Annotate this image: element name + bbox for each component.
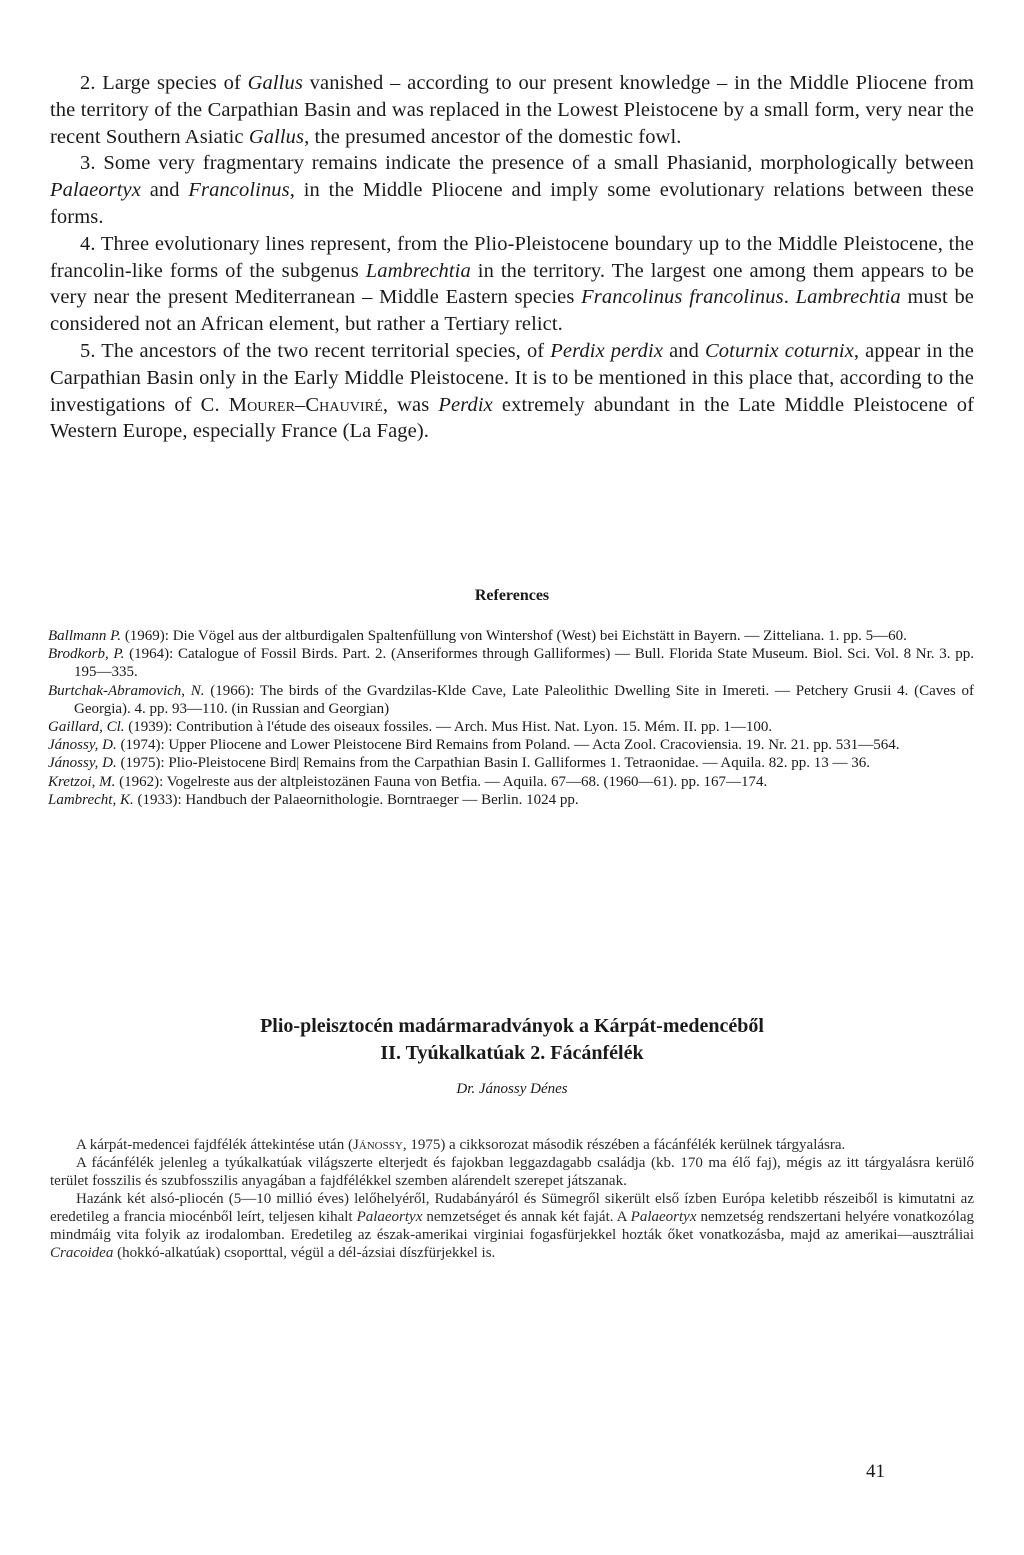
- reference-text: (1962): Vogelreste aus der altpleistozänen Fauna von Betfia. — Aquila. 67—68. (1960—61). pp. 167—174.: [115, 773, 768, 790]
- reference-item: [48, 627, 974, 645]
- reference-item: [48, 718, 974, 736]
- text-run: 5. The ancestors of the two recent territorial species, of: [80, 339, 551, 362]
- text-run: must be considered not an African element, but rather a Tertiary relict.: [50, 286, 974, 336]
- reference-item: [48, 754, 974, 772]
- italic-term: Cracoidea: [50, 1245, 114, 1261]
- references-heading: References: [474, 587, 550, 604]
- text-run: 2. Large species of: [80, 72, 248, 94]
- conclusions-section: [50, 70, 974, 445]
- text-run: nemzetség rendszertani helyére vonatkozólag mindmáig vita folyik az irodalomban. Eredetileg az észak-amerikai virginiai fogasfürjekkel hozták őket vonatkozásba, majd az amerikai—ausztráliai: [50, 1209, 974, 1243]
- hungarian-subtitle: II. Tyúkalkatúak 2. Fácánfélék: [380, 1042, 644, 1064]
- conclusion-paragraph: [50, 231, 974, 338]
- reference-author: Kretzoi, M.: [48, 773, 116, 790]
- text-run: 3. Some very fragmentary remains indicate the presence of a small Phasianid, morphologically between: [80, 152, 974, 175]
- text-run: 4. Three evolutionary lines represent, from the Plio-Pleistocene boundary up to the Middle Pleistocene, the francolin-like forms of the subgenus: [50, 232, 974, 282]
- text-run: A kárpát-medencei fajdfélék áttekintése után (: [76, 1137, 353, 1153]
- reference-author: Gaillard, Cl.: [48, 719, 125, 736]
- text-run: .: [783, 286, 796, 309]
- italic-term: Gallus: [248, 125, 305, 148]
- hungarian-title: Plio-pleisztocén madármaradványok a Kárpát-medencéből: [260, 1015, 764, 1037]
- text-run: , in the Middle Pliocene and imply some evolutionary relations between these forms.: [50, 179, 974, 228]
- italic-term: Perdix perdix: [550, 339, 664, 362]
- conclusion-paragraph: [50, 150, 974, 230]
- hungarian-paragraph: [50, 1154, 974, 1190]
- hungarian-paragraph: [50, 1190, 974, 1262]
- reference-item: [48, 773, 974, 791]
- text-run: , was: [382, 393, 439, 416]
- italic-term: Coturnix coturnix: [705, 339, 854, 362]
- text-run: in the territory. The largest one among them appears to be very near the present Mediterranean – Middle Eastern species: [50, 259, 974, 309]
- reference-text: (1974): Upper Pliocene and Lower Pleistocene Bird Remains from Poland. — Acta Zool. Cracoviensia. 19. Nr. 21. pp. 531—564.: [116, 737, 900, 754]
- text-run: extremely abundant in the Late Middle Pleistocene of Western Europe, especially France (La Fage).: [50, 393, 975, 443]
- references-list: [48, 627, 974, 809]
- small-caps-name: Jánossy: [352, 1137, 403, 1153]
- conclusion-paragraph: [50, 338, 974, 445]
- reference-text: (1969): Die Vögel aus der altburdigalen Spaltenfüllung von Wintershof (West) bei Eichstätt in Bayern. — Zitteliana. 1. pp. 5—60.: [121, 628, 907, 644]
- reference-item: [48, 791, 974, 809]
- reference-text: (1964): Catalogue of Fossil Birds. Part. 2. (Anseriformes through Galliformes) — Bull. Florida State Museum. Biol. Sci. Vol. 8 Nr. 3. pp. 195—335.: [74, 646, 974, 681]
- italic-term: Perdix: [438, 393, 493, 416]
- hungarian-summary: [50, 1136, 974, 1262]
- reference-author: Burtchak-Abramovich, N.: [48, 682, 205, 699]
- text-run: (hokkó-alkatúak) csoporttal, végül a dél-ázsiai díszfürjekkel is.: [113, 1245, 496, 1261]
- text-run: vanished – according to our present knowledge – in the Middle Pliocene from the territory of the Carpathian Basin and was replaced in the Lowest Pleistocene by a small form, very near the recent Southern Asiatic: [50, 72, 975, 148]
- reference-item: [48, 645, 974, 681]
- conclusion-paragraph: [50, 70, 974, 150]
- reference-author: Ballmann P.: [48, 628, 122, 644]
- italic-term: Palaeortyx: [630, 1209, 697, 1225]
- reference-text: (1975): Plio-Pleistocene Bird| Remains from the Carpathian Basin I. Galliformes 1. Tetraonidae. — Aquila. 82. pp. 13 — 36.: [116, 755, 870, 772]
- text-run: and: [140, 179, 189, 202]
- reference-text: (1933): Handbuch der Palaeornithologie. Borntraeger — Berlin. 1024 pp.: [133, 791, 579, 808]
- page-number: 41: [866, 1461, 885, 1482]
- text-run: and: [663, 339, 706, 362]
- hungarian-paragraph: [50, 1136, 974, 1154]
- reference-item: [48, 736, 974, 754]
- reference-text: (1966): The birds of the Gvardzilas-Klde Cave, Late Paleolithic Dwelling Site in Imereti. — Petchery Grusii 4. (Caves of Georgia). 4. pp. 93—110. (in Russian and Georgian): [74, 682, 974, 717]
- italic-term: Palaeortyx: [356, 1209, 423, 1225]
- italic-term: Francolinus francolinus: [581, 286, 784, 309]
- text-run: , appear in the Carpathian Basin only in the Early Middle Pleistocene. It is to be mentioned in this place that, according to the investigations of C.: [50, 339, 974, 416]
- italic-term: Gallus: [247, 72, 303, 94]
- hungarian-author: Dr. Jánossy Dénes: [456, 1081, 568, 1097]
- reference-author: Lambrecht, K.: [48, 791, 134, 808]
- small-caps-name: Mourer–Chauviré: [228, 393, 383, 416]
- text-run: A fácánfélék jelenleg a tyúkalkatúak világszerte elterjedt és fajokban leggazdagabb családja (kb. 170 ma élő faj), mégis az itt tárgyalásra kerülő terület fosszilis és szubfosszilis anyagában a fajdfélékkel szemben alárendelt szerepet játszanak.: [50, 1155, 974, 1189]
- reference-author: Brodkorb, P.: [48, 646, 125, 663]
- reference-item: [48, 682, 974, 718]
- text-run: , 1975) a cikksorozat második részében a fácánfélék kerülnek tárgyalásra.: [402, 1137, 846, 1153]
- reference-text: (1939): Contribution à l'étude des oiseaux fossiles. — Arch. Mus Hist. Nat. Lyon. 15. Mém. II. pp. 1—100.: [124, 719, 773, 736]
- reference-author: Jánossy, D.: [48, 755, 117, 772]
- text-run: , the presumed ancestor of the domestic fowl.: [304, 125, 682, 148]
- italic-term: Palaeortyx: [50, 179, 141, 202]
- text-run: Hazánk két alsó-pliocén (5—10 millió éves) lelőhelyéről, Rudabányáról és Sümegről sikerült első ízben Európa keletibb részeiből is kimutatni az eredetileg a francia miocénből leírt, teljesen kihalt: [50, 1191, 974, 1225]
- text-run: nemzetséget és annak két faját. A: [422, 1209, 631, 1225]
- italic-term: Lambrechtia: [365, 259, 471, 282]
- italic-term: Francolinus: [188, 179, 290, 202]
- italic-term: Lambrechtia: [795, 286, 901, 309]
- reference-author: Jánossy, D.: [48, 737, 117, 754]
